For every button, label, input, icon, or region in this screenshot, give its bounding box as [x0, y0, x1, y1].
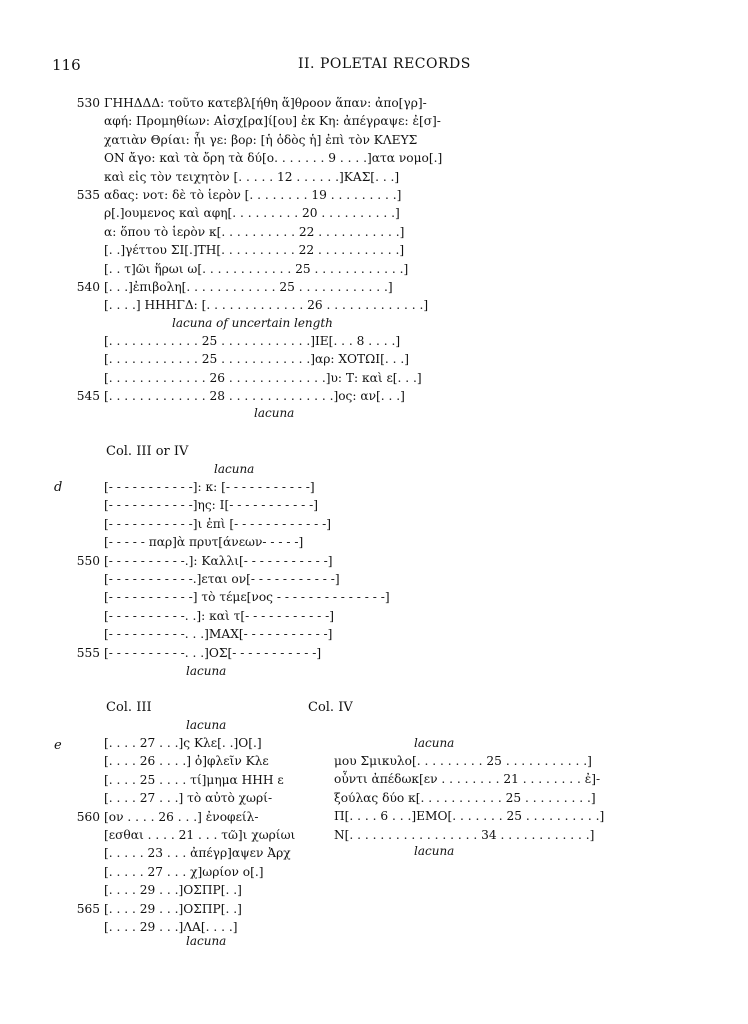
lacuna-label: lacuna [254, 406, 295, 420]
line-text: [. . . . . 27 . . . χ]ωρίον ο[.] [104, 864, 264, 879]
line-text: [. . . . 29 . . .]ΛΑ[. . . .] [104, 919, 238, 934]
lacuna-label: lacuna [214, 462, 255, 476]
line-text: [εσθαι . . . . 21 . . . τῶ]ι χωρίωι [104, 827, 296, 842]
running-head: II. POLETAI RECORDS [298, 56, 471, 72]
line-text: ΟΝ ἄγο: καὶ τὰ ὄρη τὰ δύ[ο. . . . . . . 9 . . . .]ατα νομο[.] [104, 151, 443, 166]
line-text: [. . . . . . . . . . . . 25 . . . . . . . . . . . .]ΙΕ[. . . 8 . . . .] [104, 334, 401, 348]
line-number: 535 [76, 187, 100, 202]
line-number: 560 [76, 809, 100, 824]
column-heading-col4: Col. IV [308, 700, 353, 715]
line-text: [ον . . . . 26 . . .] ἐνοφείλ- [104, 809, 259, 824]
line-text: ρ[.]ουμενος καὶ αφη[. . . . . . . . . 20 . . . . . . . . . .] [104, 206, 400, 221]
line-text: [. .]γέττου ΣΙ[.]ΤΗ[. . . . . . . . . . 22 . . . . . . . . . . .] [104, 243, 405, 258]
line-text: [. . . . . . . . . . . . . 26 . . . . . . . . . . . . .]υ: Τ: καὶ ε[. . .] [104, 370, 422, 385]
line-text: αφή: Προμηθίων: Αἰσχ[ρα]ί[ου] ἐκ Κη: ἀπέγραψε: ἐ[σ]- [104, 114, 441, 129]
fragment-letter-d: d [54, 480, 63, 495]
line-text: καὶ εἰς τὸν τειχητὸν [. . . . . 12 . . . . . .]ΚΑΣ[. . .] [104, 169, 400, 184]
line-text: [- - - - - - - - - - -.]εται ον[- - - - - - - - - - -] [104, 571, 340, 586]
column-heading-d: Col. III or IV [106, 444, 189, 459]
fragment-letter-e: e [54, 738, 62, 753]
line-number: 555 [76, 645, 100, 660]
line-number: 540 [76, 279, 100, 294]
line-text: ξούλας δύο κ[. . . . . . . . . . . 25 . . . . . . . . .] [334, 790, 596, 805]
line-text: [. . . . 25 . . . . τί]μημα ΗΗΗ ε [104, 772, 284, 787]
line-text: [- - - - - - - - - -.]: Καλλι[- - - - - - - - - - -] [104, 553, 333, 568]
line-text: [- - - - - - - - - -. . .]ΜΑΧ[- - - - - - - - - - -] [104, 627, 333, 642]
line-text: [. . . . 29 . . .]ΟΣΠΡ[. .] [104, 901, 242, 916]
line-text: [. . . .] ΗΗΗΓΔ: [. . . . . . . . . . . . . 26 . . . . . . . . . . . . .] [104, 298, 429, 313]
line-text: [. . . . 27 . . .]ς Κλε[. .]Ο[.] [104, 736, 262, 750]
lacuna-uncertain-label: lacuna of uncertain length [172, 316, 333, 330]
line-text: [. . τ]ῶι ἥρωι ω[. . . . . . . . . . . . 25 . . . . . . . . . . . .] [104, 261, 409, 276]
line-text: [. . . . . . . . . . . . 25 . . . . . . . . . . . .]αρ: ΧΟΤΩΙ[. . .] [104, 352, 409, 367]
line-text: [. . .]ἐπιβολη[. . . . . . . . . . . . 25 . . . . . . . . . . . .] [104, 279, 393, 294]
line-number: 565 [76, 901, 100, 916]
line-text: χατιὰν Θρίαι: ἧι γε: βορ: [ἡ ὁδὸς ἡ] ἐπὶ τὸν ΚΛΕΥΣ [104, 132, 418, 147]
line-text: ΓΗΗΔΔΔ: τοῦτο κατεβλ[ήθη ἅ]θροον ἅπαν: ἀπο[γρ]- [104, 96, 427, 110]
line-text: μου Σμικυλο[. . . . . . . . . 25 . . . . . . . . . . .] [334, 754, 592, 768]
line-text: οὖντι ἀπέδωκ[εν . . . . . . . . 21 . . . . . . . . ἐ]- [334, 772, 601, 787]
line-text: [. . . . 29 . . .]ΟΣΠΡ[. .] [104, 883, 242, 898]
line-number: 530 [76, 96, 100, 110]
lacuna-label: lacuna [414, 844, 455, 858]
line-text: [- - - - - - - - - -. . .]ΟΣ[- - - - - - - - - - -] [104, 645, 322, 660]
lacuna-label: lacuna [186, 934, 227, 948]
line-text: [. . . . 27 . . .] τὸ αὐτὸ χωρί- [104, 791, 273, 806]
column-heading-col3: Col. III [106, 700, 152, 715]
line-text: Ν[. . . . . . . . . . . . . . . . . 34 . . . . . . . . . . . .] [334, 827, 595, 842]
lacuna-label: lacuna [186, 718, 227, 732]
line-text: [- - - - - - - - - -. .]: καὶ τ[- - - - - - - - - - -] [104, 608, 334, 623]
line-text: [- - - - - - - - - - -]ι ἐπὶ [- - - - - - - - - - - -] [104, 516, 331, 531]
lacuna-label: lacuna [186, 664, 227, 678]
line-text: [- - - - - - - - - - -]: κ: [- - - - - - - - - - -] [104, 480, 315, 494]
line-number: 550 [76, 553, 100, 568]
line-number: 545 [76, 389, 100, 404]
lacuna-label: lacuna [414, 736, 455, 750]
line-text: [- - - - - - - - - - -]ης: Ι[- - - - - - - - - - -] [104, 498, 319, 513]
line-text: [. . . . . . . . . . . . . 28 . . . . . . . . . . . . . .]ος: αν[. . .] [104, 389, 405, 404]
page-number: 116 [52, 56, 81, 74]
line-text: [. . . . . 23 . . . ἀπέγρ]αψεν Ἀρχ [104, 846, 291, 861]
line-text: [- - - - - παρ]ὰ πρυτ[άνεων- - - - -] [104, 535, 304, 550]
line-text: [- - - - - - - - - - -] τὸ τέμε[νος - - - - - - - - - - - - - -] [104, 590, 390, 605]
line-text: αδας: νοτ: δὲ τὸ ἱερὸν [. . . . . . . . 19 . . . . . . . . .] [104, 187, 402, 202]
line-text: [. . . . 26 . . . .] ὀ]φλεῖν Κλε [104, 754, 269, 769]
line-text: Π[. . . . 6 . . .]ΕΜΟ[. . . . . . . 25 . . . . . . . . . .] [334, 809, 605, 824]
line-text: α: ὅπου τὸ ἱερὸν κ[. . . . . . . . . . 22 . . . . . . . . . . .] [104, 224, 405, 239]
